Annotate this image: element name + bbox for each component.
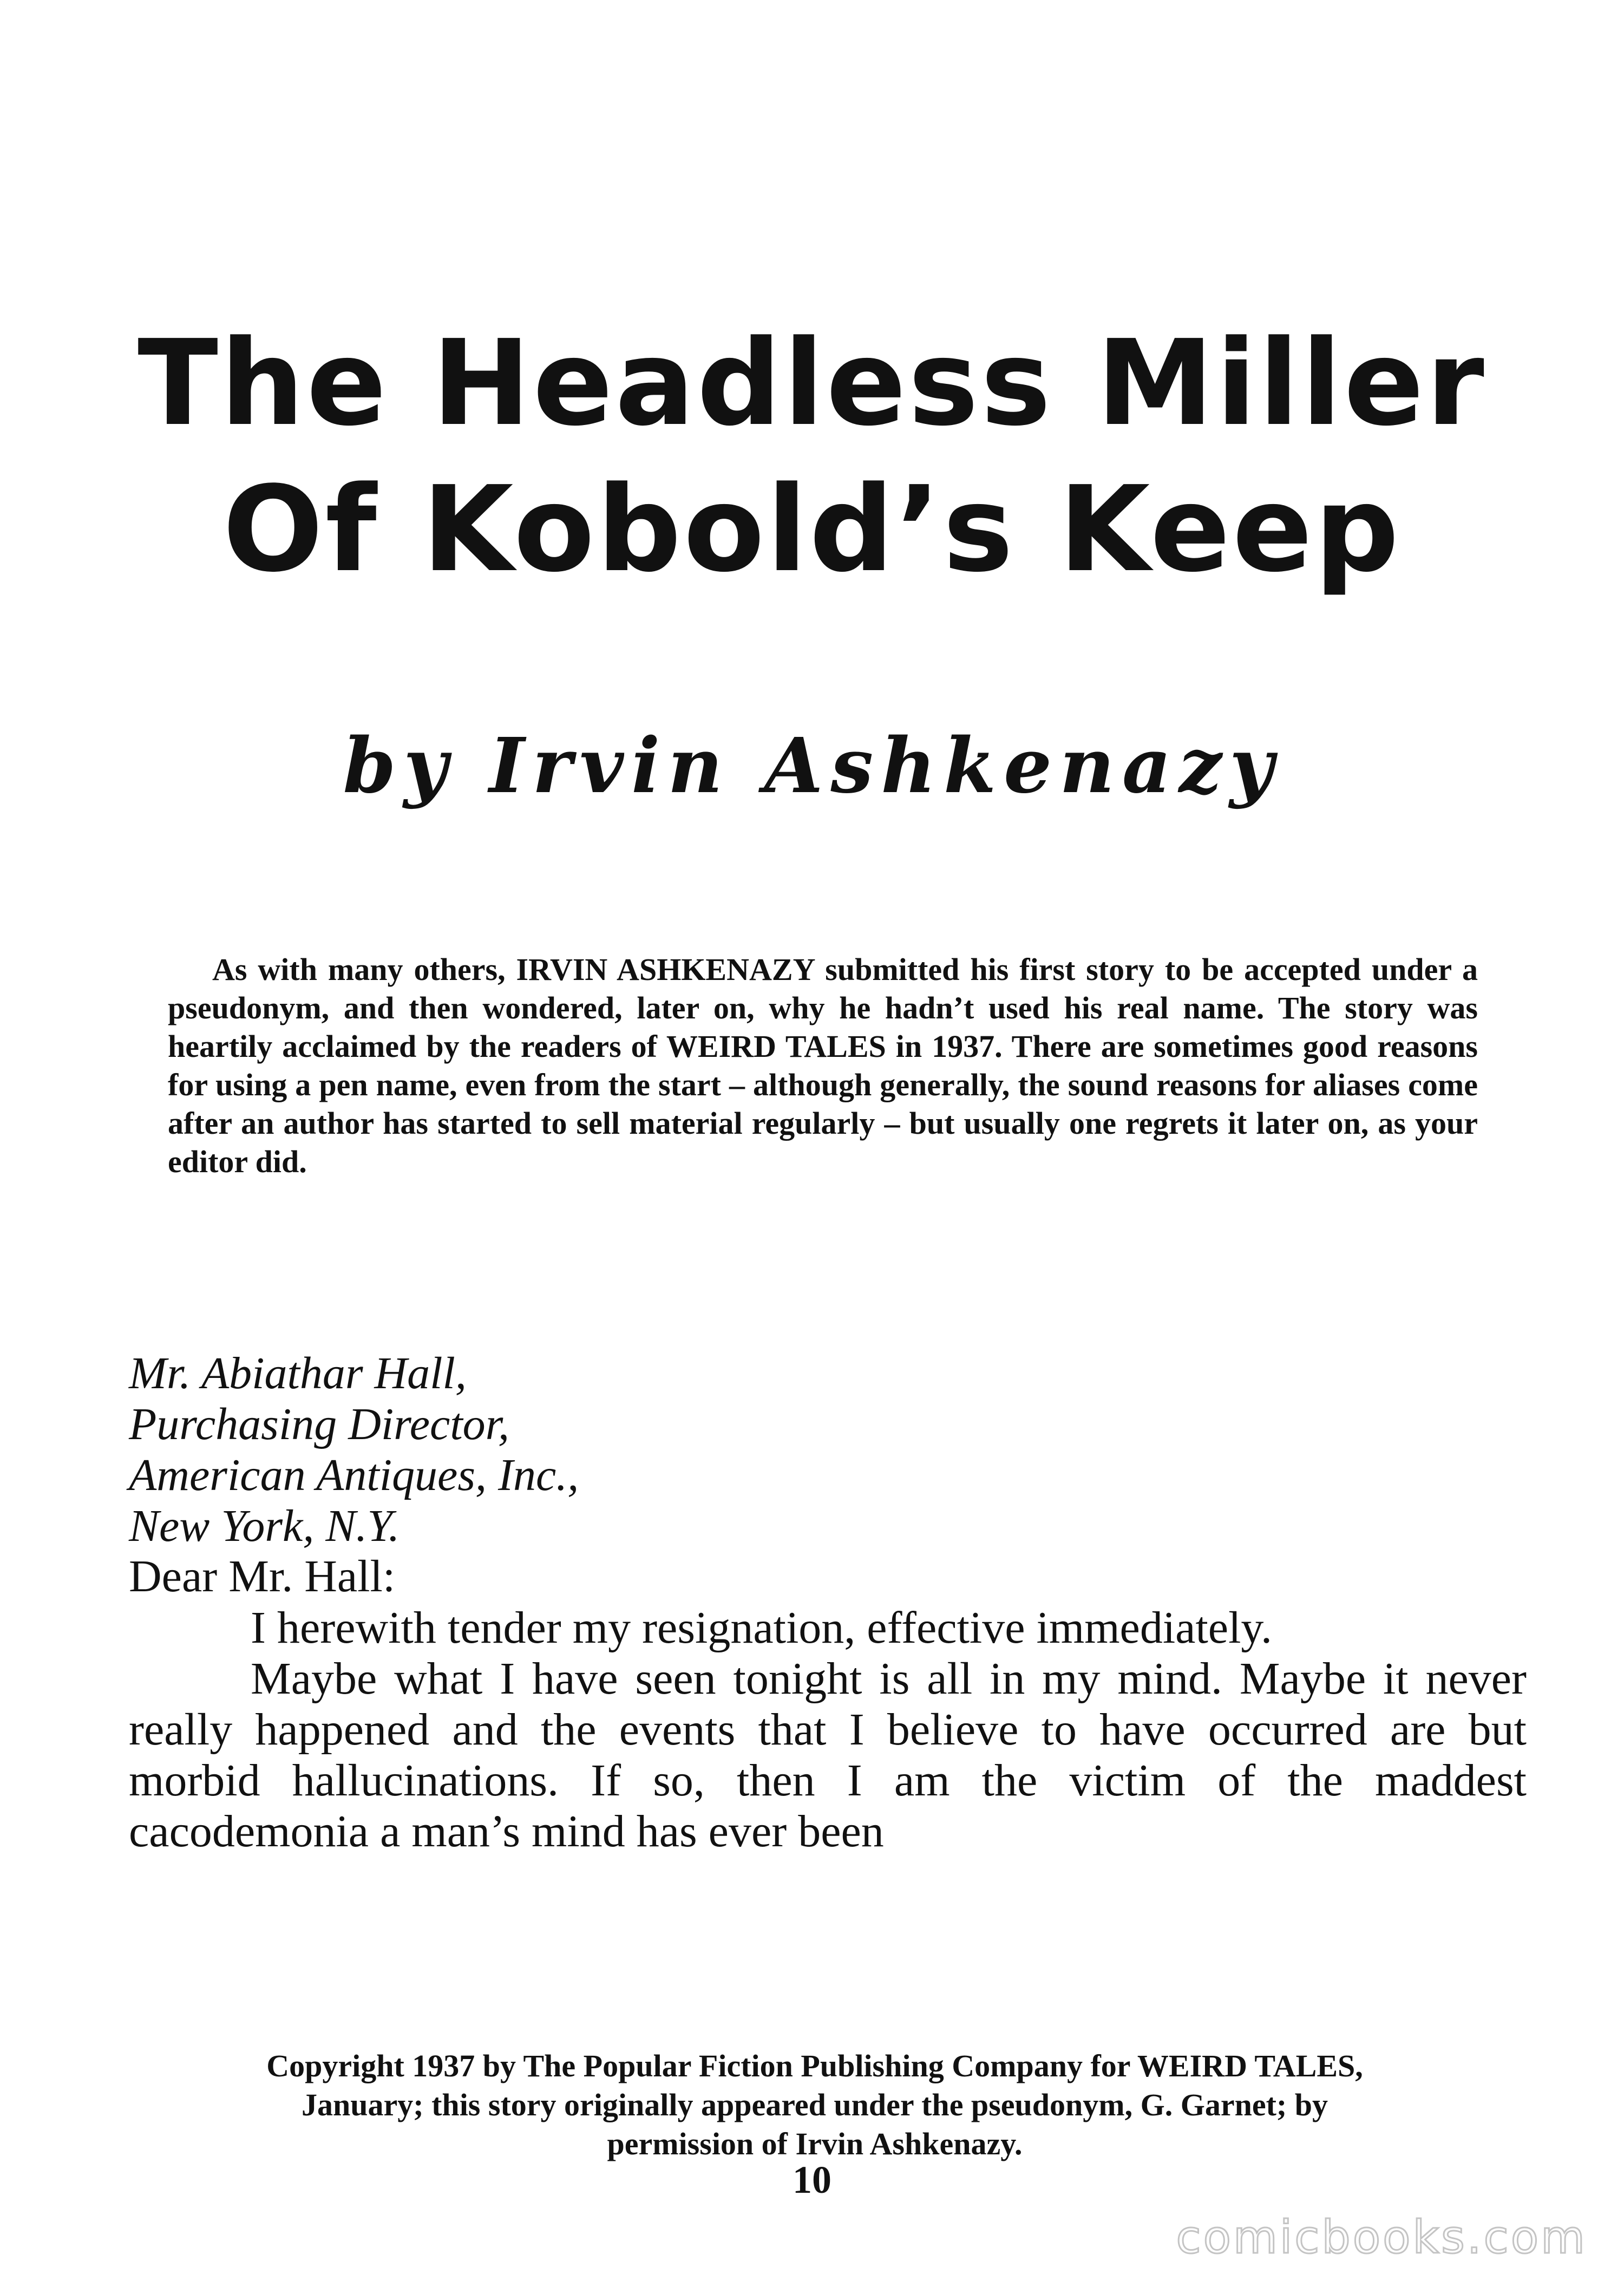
letter-body xyxy=(129,1603,1527,1857)
editor-introduction: As with many others, IRVIN ASHKENAZY submitted his first story to be accepted under a pseudonym, and then wondered, later on, why he hadn’t used his real name. The story was heartily acclaimed by the readers of WEIRD TALES in 1937. There are sometimes good reasons for using a pen name, even from the start – although generally, the sound reasons for aliases come after an author has started to sell material regularly – but usually one regrets it later on, as your editor did. xyxy=(168,952,1478,1179)
address-line: American Antiques, Inc., xyxy=(129,1450,579,1500)
letter-address-block xyxy=(129,1348,579,1552)
body-paragraph: Maybe what I have seen tonight is all in my mind. Maybe it never really happened and the events that I believe to have occurred are but morbid hallucinations. If so, then I am the victim of the maddest cacodemonia a man’s mind has ever been xyxy=(129,1654,1527,1857)
author-byline: by Irvin Ashkenazy xyxy=(343,722,1281,811)
page-number: 10 xyxy=(793,2158,831,2201)
story-title-line-2: Of Kobold’s Keep xyxy=(222,461,1402,598)
address-line: Mr. Abiathar Hall, xyxy=(129,1348,467,1399)
site-watermark: comicbooks.com xyxy=(1176,2211,1587,2264)
letter-salutation: Dear Mr. Hall: xyxy=(129,1551,396,1602)
story-title-line-1: The Headless Miller xyxy=(137,315,1487,452)
address-line: New York, N.Y. xyxy=(129,1501,400,1551)
address-line: Purchasing Director, xyxy=(129,1399,510,1449)
copyright-notice: Copyright 1937 by The Popular Fiction Publishing Company for WEIRD TALES, January; this story originally appeared under the pseudonym, G. Garnet; by permission of Irvin Ashkenazy. xyxy=(266,2048,1363,2161)
body-paragraph: I herewith tender my resignation, effective immediately. xyxy=(251,1603,1272,1653)
